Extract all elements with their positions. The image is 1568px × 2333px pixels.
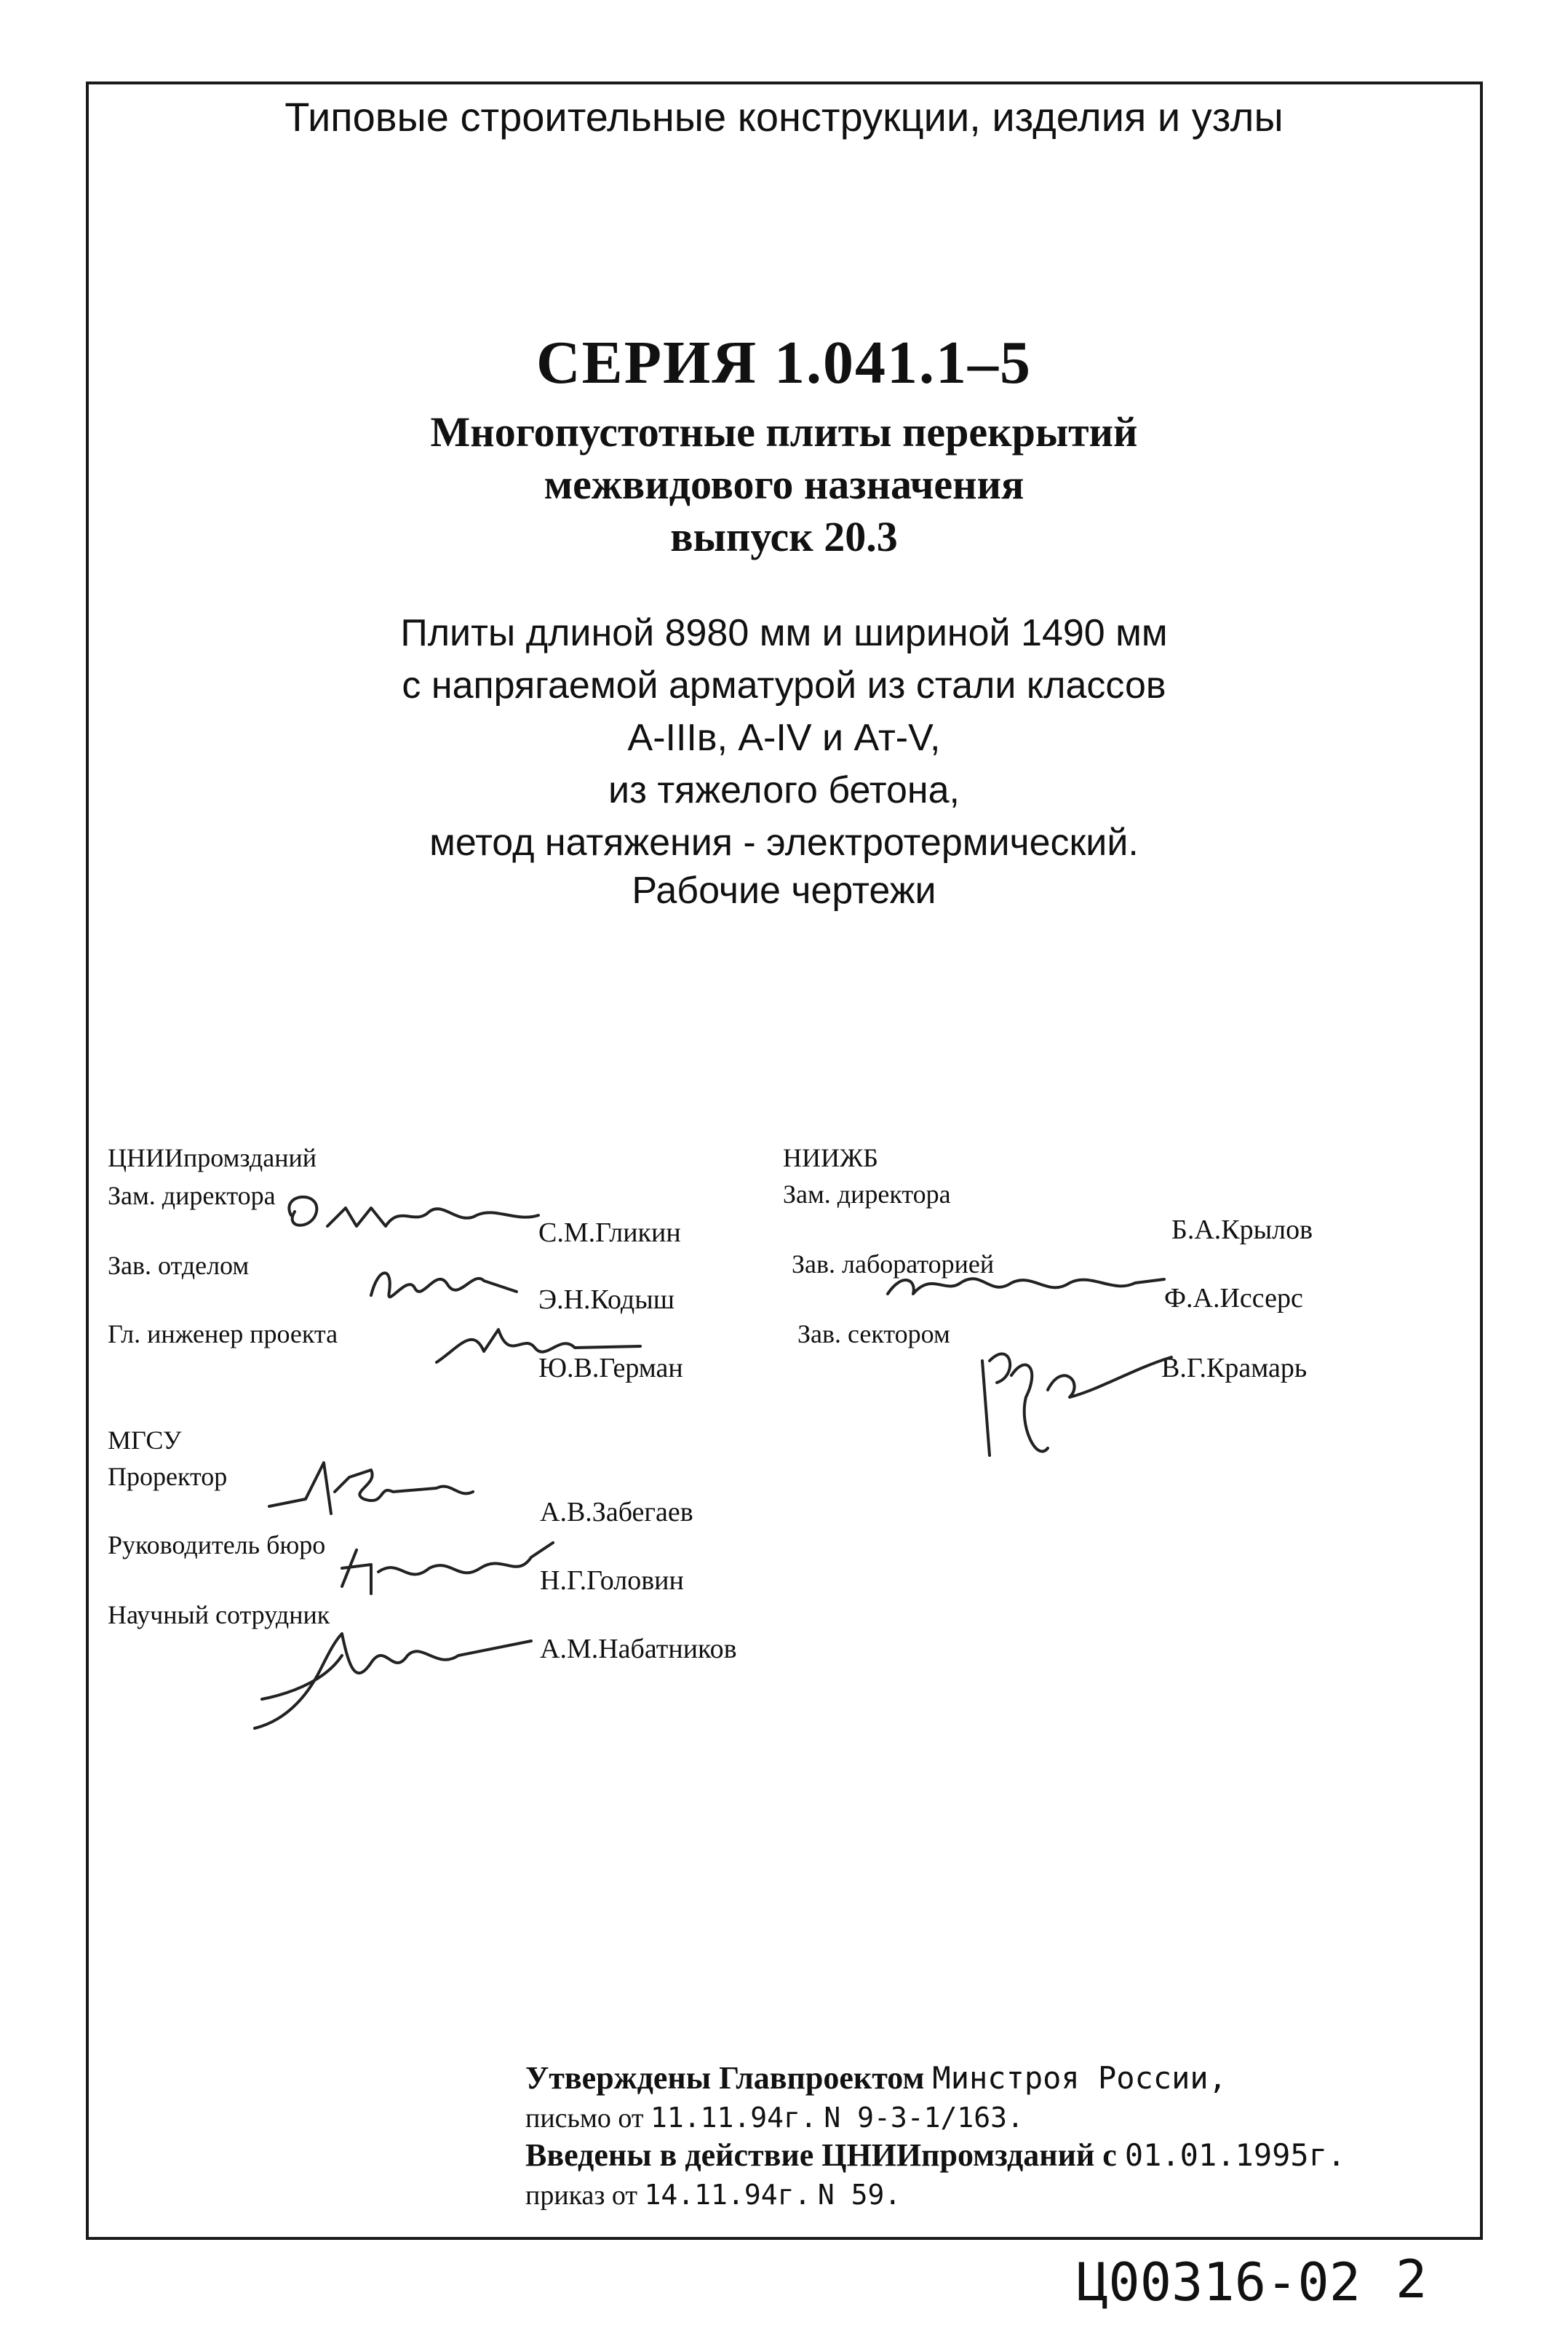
right-person-3: В.Г.Крамарь bbox=[1161, 1353, 1308, 1383]
order-date: 14.11.94г. bbox=[644, 2179, 811, 2211]
right-person-2: Ф.А.Иссерс bbox=[1164, 1283, 1303, 1313]
order-number: N 59. bbox=[817, 2179, 902, 2211]
signature-kodysh bbox=[364, 1259, 531, 1317]
signature-german bbox=[429, 1319, 648, 1377]
org-cniipromzdaniy: ЦНИИпромзданий bbox=[108, 1143, 317, 1172]
page-number: 2 bbox=[1396, 2249, 1428, 2310]
effective-date: 01.01.1995г. bbox=[1124, 2137, 1346, 2173]
description-line-2: с напрягаемой арматурой из стали классов bbox=[402, 664, 1166, 707]
mgsu-person-2: Н.Г.Головин bbox=[540, 1565, 684, 1596]
description-line-3: А-IIIв, А-IV и Ат-V, bbox=[627, 717, 941, 759]
subtitle-line-1: Многопустотные плиты перекрытий bbox=[430, 408, 1138, 456]
header-title: Типовые строительные конструкции, изделия и узлы bbox=[284, 94, 1284, 140]
signature-golovin bbox=[327, 1528, 560, 1601]
mgsu-person-3: А.М.Набатников bbox=[540, 1634, 737, 1664]
approval-line-4 bbox=[525, 2179, 901, 2211]
description-line-5: метод натяжения - электротермический. bbox=[429, 822, 1139, 864]
left-title-1: Зам. директора bbox=[108, 1181, 276, 1210]
document-code: Ц00316-02 bbox=[1077, 2251, 1361, 2313]
approval-prefix: Утверждены Главпроектом bbox=[525, 2060, 925, 2096]
letter-number: N 9-3-1/163. bbox=[824, 2102, 1024, 2134]
right-title-3: Зав. сектором bbox=[797, 1319, 950, 1348]
approval-ministry: Минстроя России, bbox=[932, 2060, 1227, 2096]
description-line-6: Рабочие чертежи bbox=[632, 870, 936, 912]
left-title-3: Гл. инженер проекта bbox=[108, 1319, 338, 1348]
mgsu-title-3: Научный сотрудник bbox=[108, 1600, 330, 1629]
signature-kramar bbox=[968, 1317, 1179, 1477]
subtitle-line-2: межвидового назначения bbox=[544, 461, 1024, 508]
right-title-1: Зам. директора bbox=[783, 1180, 951, 1209]
org-mgsu: МГСУ bbox=[108, 1426, 182, 1455]
order-prefix: приказ от bbox=[525, 2180, 638, 2211]
org-niizhb: НИИЖБ bbox=[783, 1143, 878, 1172]
signature-zabegaev bbox=[262, 1448, 524, 1528]
left-person-1: С.М.Гликин bbox=[538, 1217, 681, 1248]
letter-date: 11.11.94г. bbox=[650, 2102, 817, 2134]
mgsu-title-1: Проректор bbox=[108, 1462, 228, 1491]
subtitle-line-3: выпуск 20.3 bbox=[670, 513, 898, 560]
mgsu-title-2: Руководитель бюро bbox=[108, 1530, 326, 1559]
approval-line-2 bbox=[525, 2102, 1024, 2134]
letter-prefix: письмо от bbox=[525, 2103, 644, 2134]
description-line-4: из тяжелого бетона, bbox=[608, 769, 960, 811]
description-line-1: Плиты длиной 8980 мм и шириной 1490 мм bbox=[400, 612, 1168, 654]
effective-prefix: Введены в действие ЦНИИпромзданий с bbox=[525, 2137, 1117, 2173]
signature-issers bbox=[880, 1257, 1171, 1316]
left-person-3: Ю.В.Герман bbox=[538, 1353, 683, 1383]
signature-nabatnikov bbox=[240, 1612, 546, 1743]
series-title: СЕРИЯ 1.041.1–5 bbox=[536, 329, 1032, 397]
mgsu-person-1: А.В.Забегаев bbox=[540, 1497, 693, 1527]
signature-glikin bbox=[276, 1186, 553, 1252]
approval-line-3 bbox=[525, 2137, 1345, 2174]
left-person-2: Э.Н.Кодыш bbox=[538, 1284, 675, 1315]
right-title-2: Зав. лабораторией bbox=[792, 1249, 995, 1279]
left-title-2: Зав. отделом bbox=[108, 1251, 250, 1280]
right-person-1: Б.А.Крылов bbox=[1171, 1215, 1313, 1245]
approval-line-1 bbox=[525, 2059, 1227, 2096]
